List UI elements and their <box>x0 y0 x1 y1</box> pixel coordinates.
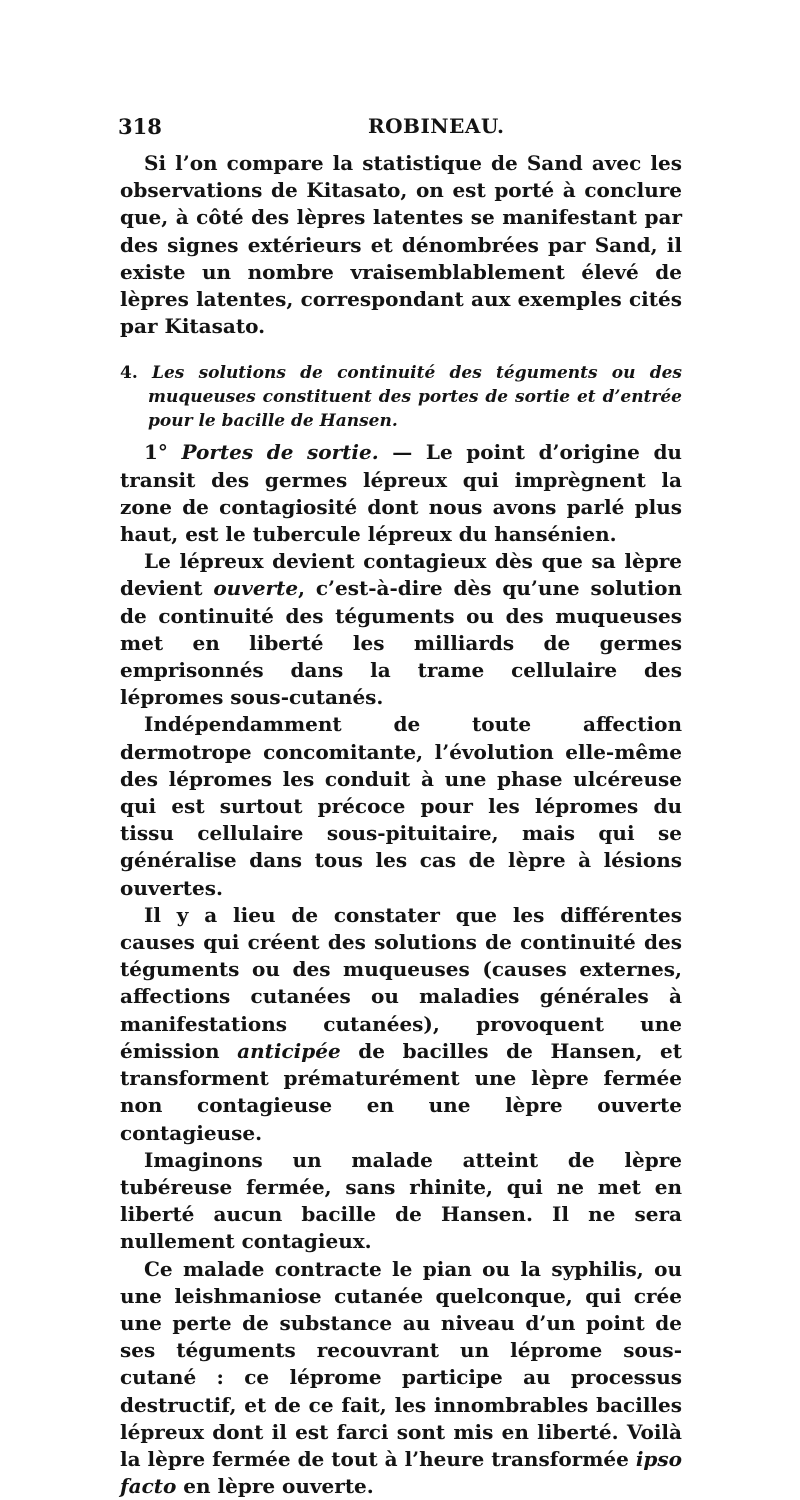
subsection-heading: Portes de sortie. <box>181 440 379 465</box>
paragraph-portes-de-sortie <box>120 439 682 548</box>
emphasis-text: anticipée <box>237 1038 341 1063</box>
paragraph-independamment: Indépendamment de toute affection dermotrope concomitante, l’évolution elle-même des lépromes les conduit à une phase ulcéreuse qui est surtout précoce pour les lépromes du tissu cellulaire sous-pituitaire, mais qui se généralise dans tous les cas de lèpre à lésions ouvertes. <box>120 712 682 900</box>
paragraph-text: Ce malade contracte le pian ou la syphilis, ou une leishmaniose cutanée quelconque, qui crée une perte de substance au niveau d’un point de ses téguments recouvrant un léprome sous-cutané : ce léprome participe au processus destructif, et de ce fait, les innombrables bacilles lépreux dont il est farci sont mis en liberté. Voilà la lèpre fermée de tout à l’heure transformée <box>120 1256 682 1471</box>
running-head <box>118 114 682 140</box>
paragraph-contagieux <box>120 548 682 711</box>
paragraph-statistics: Si l’on compare la statistique de Sand avec les observations de Kitasato, on est porté à conclure que, à côté des lèpres latentes se manifestant par des signes extérieurs et dénombrées par Sand, il existe un nombre vraisemblablement élevé de lèpres latentes, correspondant aux exemples cités par Kitasato. <box>120 151 682 339</box>
paragraph-text: Le lépreux devient contagieux dès que sa lèpre devient <box>120 549 682 601</box>
section-number: 4. <box>120 363 138 384</box>
paragraph-pian <box>120 1256 682 1500</box>
running-title: ROBINEAU. <box>368 114 505 138</box>
emphasis-text: ouverte <box>213 576 299 601</box>
paragraph-text: , c’est-à-dire dès qu’une solution de continuité des téguments ou des muqueuses met en liberté les milliards de germes emprisonnés dans la trame cellulaire des lépromes sous-cutanés. <box>120 576 682 710</box>
subsection-number: 1° <box>144 440 182 465</box>
paragraph-text: de bacilles de Hansen, et transforment prématurément une lèpre fermée non contagieuse en une lèpre ouverte contagieuse. <box>120 1038 682 1145</box>
section-heading <box>120 361 682 433</box>
emphasis-text: ipso facto <box>120 1446 682 1499</box>
body-text <box>120 150 682 1500</box>
paragraph-text: en lèpre ouverte. <box>176 1474 374 1499</box>
paragraph-imaginons: Imaginons un malade atteint de lèpre tubéreuse fermée, sans rhinite, qui ne met en liberté aucun bacille de Hansen. Il ne sera nullement contagieux. <box>120 1147 682 1254</box>
paragraph-text: — Le point d’origine du transit des germes lépreux qui imprègnent la zone de contagiosité dont nous avons parlé plus haut, est le tubercule lépreux du hansénien. <box>120 440 682 547</box>
paragraph-text: Il y a lieu de constater que les différentes causes qui créent des solutions de continuité des téguments ou des muqueuses (causes externes, affections cutanées ou maladies générales à manifestations cutanées), provoquent une émission <box>120 902 682 1063</box>
paragraph-causes <box>120 902 682 1147</box>
page-number: 318 <box>118 114 162 139</box>
section-heading-text: Les solutions de continuité des téguments ou des muqueuses constituent des portes de sortie et d’entrée pour le bacille de Hansen. <box>148 363 683 432</box>
